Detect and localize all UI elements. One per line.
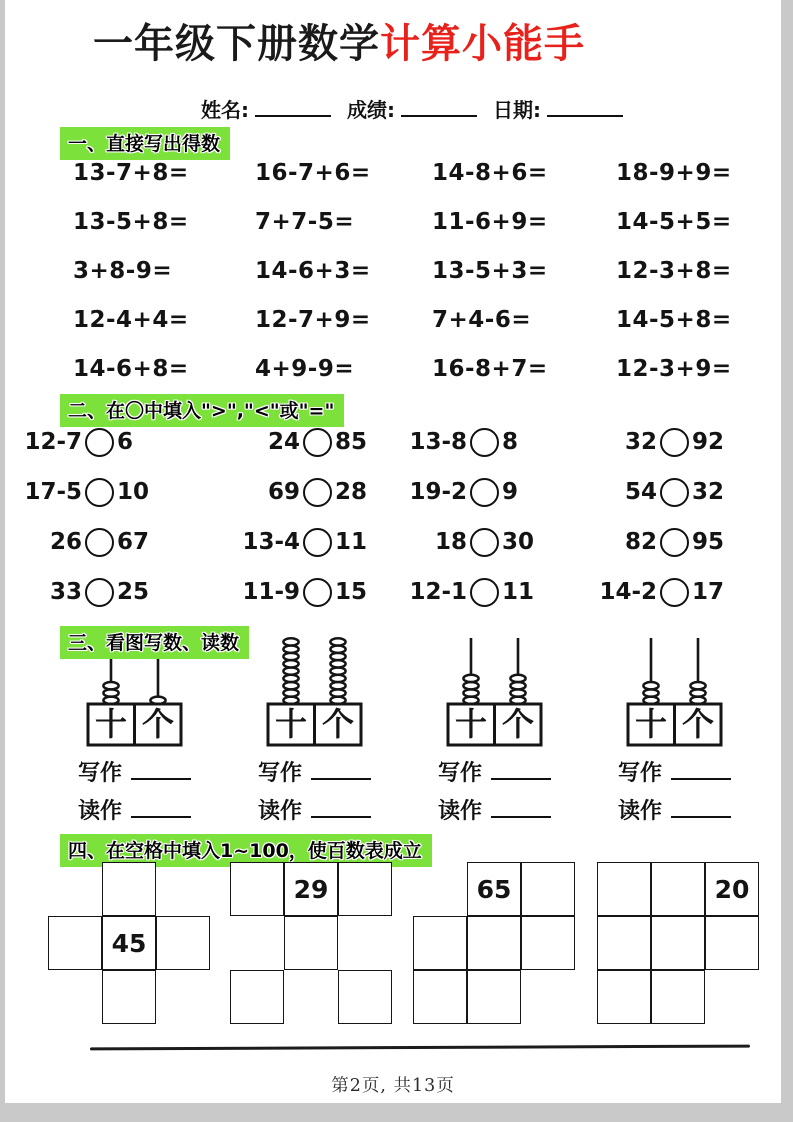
comparison-right-value: 10 — [117, 479, 150, 505]
worksheet-page — [5, 0, 781, 1103]
comparison-right-value: 67 — [117, 529, 150, 555]
grid-empty-cell[interactable] — [597, 862, 651, 916]
hundred-chart-piece — [48, 862, 210, 1024]
answer-line-group — [590, 756, 770, 832]
comparison-left-value: 32 — [624, 429, 657, 455]
comparison-problem — [5, 578, 223, 607]
grid-empty-cell[interactable] — [521, 862, 575, 916]
read-as-label: 读作 — [618, 799, 663, 824]
footer-divider — [90, 1045, 750, 1051]
grid-empty-cell[interactable] — [651, 916, 705, 970]
comparison-problem — [5, 428, 223, 457]
grid-empty-cell[interactable] — [338, 970, 392, 1024]
hundred-chart-piece — [413, 862, 575, 1024]
comparison-circle[interactable] — [303, 478, 332, 507]
comparison-circle[interactable] — [470, 528, 499, 557]
abacus-figure — [590, 636, 770, 748]
comparison-circle[interactable] — [470, 578, 499, 607]
write-as-row — [618, 756, 770, 787]
read-as-row — [438, 794, 590, 825]
svg-text:十: 十 — [274, 705, 308, 743]
comparison-right-value: 17 — [692, 579, 725, 605]
write-blank[interactable] — [491, 760, 551, 780]
grid-empty-cell[interactable] — [597, 916, 651, 970]
equation: 4+9-9= — [255, 355, 355, 382]
equation: 7+4-6= — [432, 306, 532, 333]
section4-heading: 四、在空格中填入1~100，使百数表成立 — [60, 834, 432, 867]
comparison-right-value: 9 — [502, 479, 519, 505]
section1-heading: 一、直接写出得数 — [60, 127, 230, 160]
equation: 11-6+9= — [432, 208, 548, 235]
comparison-circle[interactable] — [303, 528, 332, 557]
section3-heading: 三、看图写数、读数 — [60, 626, 249, 659]
section2-problems — [5, 417, 781, 617]
grid-given-cell: 65 — [467, 862, 521, 916]
read-blank[interactable] — [671, 798, 731, 818]
abacus-figure — [410, 636, 590, 748]
comparison-problem — [390, 428, 580, 457]
grid-empty-cell[interactable] — [413, 916, 467, 970]
comparison-problem — [223, 478, 390, 507]
answer-line-group — [230, 756, 410, 832]
read-as-row — [78, 794, 230, 825]
page-title — [93, 22, 585, 66]
grid-empty-cell[interactable] — [467, 916, 521, 970]
svg-text:个: 个 — [141, 705, 175, 743]
read-as-row — [258, 794, 410, 825]
grid-given-cell: 20 — [705, 862, 759, 916]
read-as-label: 读作 — [258, 799, 303, 824]
write-as-row — [78, 756, 230, 787]
grid-empty-cell[interactable] — [651, 862, 705, 916]
name-blank[interactable] — [255, 99, 331, 117]
read-as-label: 读作 — [78, 799, 123, 824]
comparison-circle[interactable] — [470, 428, 499, 457]
comparison-circle[interactable] — [85, 428, 114, 457]
write-as-label: 写作 — [258, 761, 303, 786]
score-blank[interactable] — [401, 99, 477, 117]
comparison-problem — [580, 528, 781, 557]
grid-empty-cell[interactable] — [597, 970, 651, 1024]
comparison-problem — [580, 478, 781, 507]
section2-heading: 二、在〇中填入">","<"或"=" — [60, 394, 344, 427]
title-course: 一年级下册数学 — [93, 21, 380, 67]
write-as-row — [438, 756, 590, 787]
grid-empty-cell[interactable] — [230, 970, 284, 1024]
comparison-left-value: 12-1 — [409, 579, 467, 605]
svg-text:个: 个 — [501, 705, 535, 743]
comparison-problem — [390, 578, 580, 607]
equation: 16-8+7= — [432, 355, 548, 382]
comparison-right-value: 92 — [692, 429, 725, 455]
comparison-left-value: 33 — [49, 579, 82, 605]
equation: 16-7+6= — [255, 159, 371, 186]
equation: 12-4+4= — [73, 306, 189, 333]
grid-empty-cell[interactable] — [156, 916, 210, 970]
equation: 12-3+8= — [616, 257, 732, 284]
comparison-left-value: 18 — [434, 529, 467, 555]
write-blank[interactable] — [671, 760, 731, 780]
comparison-circle[interactable] — [303, 578, 332, 607]
score-label: 成绩: — [347, 98, 395, 122]
equation: 3+8-9= — [73, 257, 173, 284]
name-label: 姓名: — [201, 98, 249, 122]
comparison-right-value: 25 — [117, 579, 150, 605]
comparison-right-value: 15 — [335, 579, 368, 605]
abacus-icon — [428, 636, 560, 748]
write-as-label: 写作 — [78, 761, 123, 786]
grid-empty-cell[interactable] — [102, 862, 156, 916]
equation: 13-7+8= — [73, 159, 189, 186]
grid-empty-cell[interactable] — [467, 970, 521, 1024]
equation: 12-7+9= — [255, 306, 371, 333]
grid-empty-cell[interactable] — [230, 862, 284, 916]
read-blank[interactable] — [311, 798, 371, 818]
comparison-problem — [223, 578, 390, 607]
comparison-circle[interactable] — [660, 528, 689, 557]
comparison-circle[interactable] — [660, 478, 689, 507]
read-as-label: 读作 — [438, 799, 483, 824]
comparison-circle[interactable] — [85, 528, 114, 557]
equation: 12-3+9= — [616, 355, 732, 382]
grid-empty-cell[interactable] — [651, 970, 705, 1024]
section1-problems — [73, 148, 781, 393]
comparison-problem — [5, 478, 223, 507]
grid-empty-cell[interactable] — [48, 916, 102, 970]
write-blank[interactable] — [311, 760, 371, 780]
svg-text:个: 个 — [321, 705, 355, 743]
comparison-left-value: 12-7 — [24, 429, 82, 455]
comparison-circle[interactable] — [85, 578, 114, 607]
meta-row — [201, 94, 639, 123]
comparison-right-value: 85 — [335, 429, 368, 455]
equation: 13-5+8= — [73, 208, 189, 235]
comparison-left-value: 82 — [624, 529, 657, 555]
equation: 14-6+8= — [73, 355, 189, 382]
read-blank[interactable] — [131, 798, 191, 818]
comparison-left-value: 69 — [267, 479, 300, 505]
grid-empty-cell[interactable] — [413, 970, 467, 1024]
write-as-label: 写作 — [438, 761, 483, 786]
comparison-left-value: 26 — [49, 529, 82, 555]
comparison-left-value: 19-2 — [409, 479, 467, 505]
hundred-chart-piece — [230, 862, 392, 1024]
comparison-right-value: 95 — [692, 529, 725, 555]
equation: 7+7-5= — [255, 208, 355, 235]
hundred-chart-piece — [597, 862, 759, 1024]
svg-text:十: 十 — [454, 705, 488, 743]
comparison-left-value: 13-8 — [409, 429, 467, 455]
comparison-left-value: 14-2 — [599, 579, 657, 605]
comparison-circle[interactable] — [660, 578, 689, 607]
equation: 14-6+3= — [255, 257, 371, 284]
abacus-icon — [248, 636, 380, 748]
comparison-right-value: 30 — [502, 529, 535, 555]
comparison-problem — [223, 428, 390, 457]
grid-empty-cell[interactable] — [102, 970, 156, 1024]
comparison-circle[interactable] — [85, 478, 114, 507]
grid-empty-cell[interactable] — [284, 916, 338, 970]
answer-line-group — [410, 756, 590, 832]
write-as-label: 写作 — [618, 761, 663, 786]
comparison-right-value: 11 — [335, 529, 368, 555]
comparison-problem — [223, 528, 390, 557]
comparison-problem — [390, 478, 580, 507]
write-as-row — [258, 756, 410, 787]
comparison-problem — [5, 528, 223, 557]
svg-text:个: 个 — [681, 705, 715, 743]
write-blank[interactable] — [131, 760, 191, 780]
read-as-row — [618, 794, 770, 825]
read-blank[interactable] — [491, 798, 551, 818]
comparison-circle[interactable] — [470, 478, 499, 507]
comparison-circle[interactable] — [303, 428, 332, 457]
equation: 14-5+5= — [616, 208, 732, 235]
equation: 18-9+9= — [616, 159, 732, 186]
comparison-problem — [390, 528, 580, 557]
svg-text:十: 十 — [94, 705, 128, 743]
grid-given-cell: 29 — [284, 862, 338, 916]
title-highlight: 计算小能手 — [380, 21, 585, 67]
comparison-problem — [580, 578, 781, 607]
comparison-left-value: 17-5 — [24, 479, 82, 505]
comparison-right-value: 11 — [502, 579, 535, 605]
abacus-figure — [230, 636, 410, 748]
date-blank[interactable] — [547, 99, 623, 117]
comparison-right-value: 28 — [335, 479, 368, 505]
page-number: 第2页, 共13页 — [331, 1076, 455, 1096]
grid-empty-cell[interactable] — [705, 916, 759, 970]
comparison-left-value: 54 — [624, 479, 657, 505]
grid-empty-cell[interactable] — [338, 862, 392, 916]
equation: 14-5+8= — [616, 306, 732, 333]
comparison-problem — [580, 428, 781, 457]
comparison-circle[interactable] — [660, 428, 689, 457]
comparison-left-value: 11-9 — [242, 579, 300, 605]
abacus-icon — [608, 636, 740, 748]
grid-given-cell: 45 — [102, 916, 156, 970]
section3-answer-lines — [50, 756, 770, 832]
comparison-left-value: 13-4 — [242, 529, 300, 555]
equation: 14-8+6= — [432, 159, 548, 186]
answer-line-group — [50, 756, 230, 832]
comparison-right-value: 32 — [692, 479, 725, 505]
svg-text:十: 十 — [634, 705, 668, 743]
equation: 13-5+3= — [432, 257, 548, 284]
comparison-right-value: 8 — [502, 429, 519, 455]
grid-empty-cell[interactable] — [521, 916, 575, 970]
comparison-left-value: 24 — [267, 429, 300, 455]
date-label: 日期: — [493, 98, 541, 122]
comparison-right-value: 6 — [117, 429, 134, 455]
